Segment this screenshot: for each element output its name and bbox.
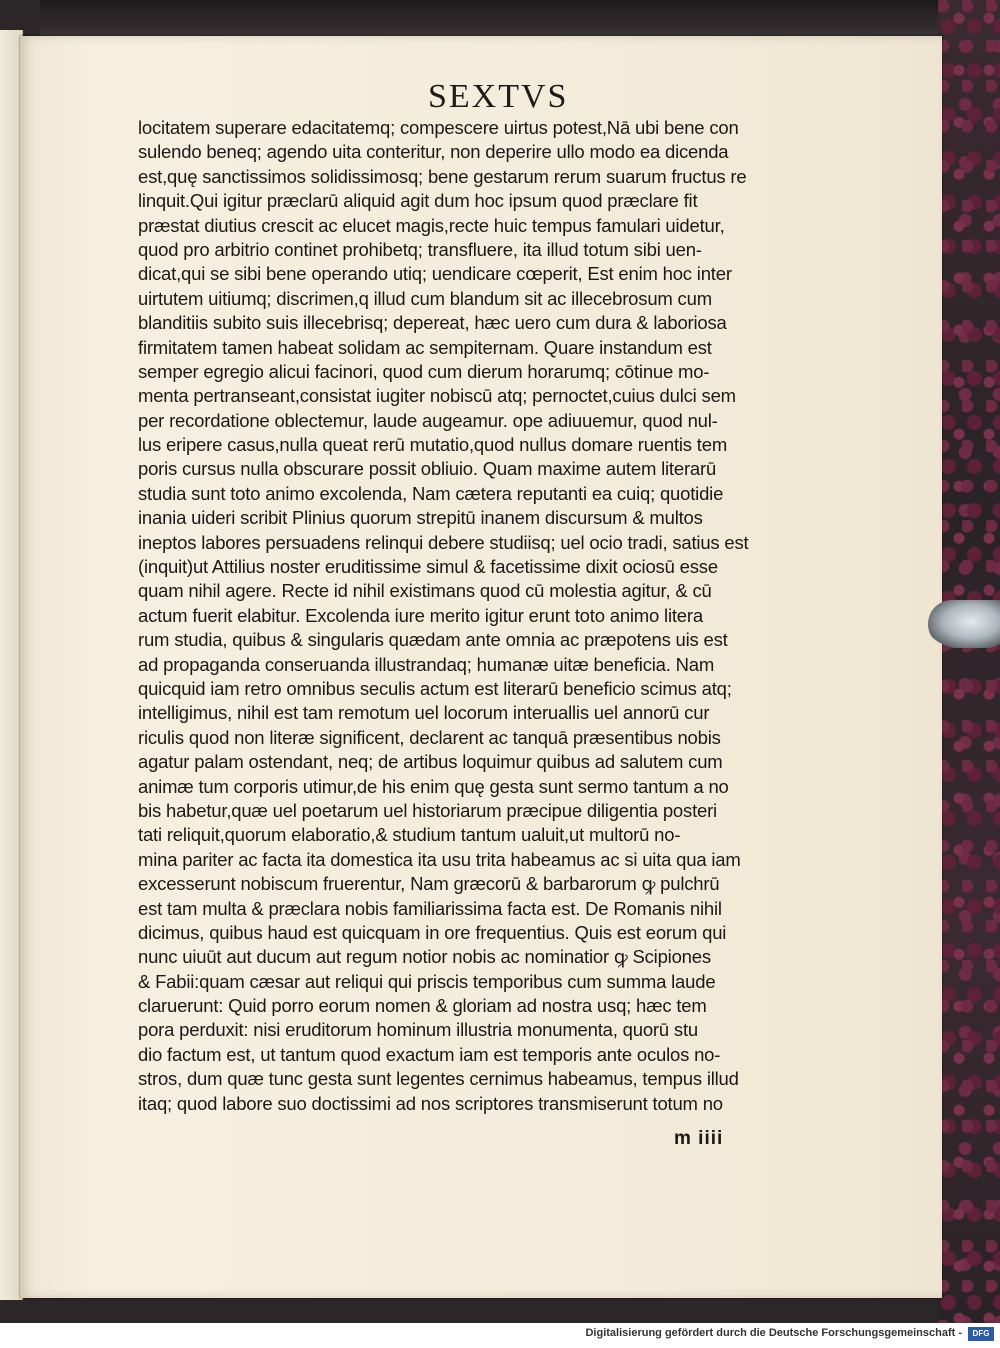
text-line: quam nihil agere. Recte id nihil existimans quod cū molestia agitur, & cū	[138, 580, 712, 602]
text-line: itaq; quod labore suo doctissimi ad nos scriptores transmiserunt totum no	[138, 1092, 723, 1114]
text-line: agatur palam ostendant, neq; de artibus loquimur quibus ad salutem cum	[138, 751, 723, 773]
footer-credit: Digitalisierung gefördert durch die Deutsche Forschungsgemeinschaft -	[585, 1327, 962, 1339]
text-line: inania uideri scribit Plinius quorum strepitū inanem discursum & multos	[138, 507, 703, 529]
running-head: SEXTVS	[428, 78, 569, 115]
text-line: semper egregio alicui facinori, quod cum dierum horarumq; cōtinue mo-	[138, 360, 710, 382]
text-line: & Fabii:quam cæsar aut reliqui qui priscis temporibus cum summa laude	[138, 970, 716, 992]
text-line: quod pro arbitrio continet prohibetq; transfluere, ita illud totum sibi uen-	[138, 238, 702, 260]
text-line: stros, dum quæ tunc gesta sunt legentes cernimus habeamus, tempus illud	[138, 1068, 739, 1090]
text-line: mina pariter ac facta ita domestica ita usu trita habeamus ac si uita qua iam	[138, 848, 741, 870]
text-line: dicat,qui se sibi bene operando utiq; uendicare cœperit, Est enim hoc inter	[138, 263, 732, 285]
text-line: rum studia, quibus & singularis quædam ante omnia ac præpotens uis est	[138, 629, 728, 651]
text-line: sulendo beneq; agendo uita conteritur, non deperire ullo modo ea dicenda	[138, 141, 729, 163]
text-line: tati reliquit,quorum elaboratio,& studium tantum ualuit,ut multorū no-	[138, 824, 681, 846]
footer-bar	[0, 1323, 1000, 1348]
text-line: quicquid iam retro omnibus seculis actum est literarū beneficio scimus atq;	[138, 677, 732, 699]
text-line: dio factum est, ut tantum quod exactum iam est temporis ante oculos no-	[138, 1043, 721, 1065]
body-text	[138, 116, 838, 1116]
text-line: locitatem superare edacitatemq; compescere uirtus potest,Nā ubi bene con	[138, 117, 739, 138]
text-line: actum fuerit elabitur. Excolenda iure merito igitur erunt toto animo litera	[138, 604, 703, 626]
text-line: dicimus, quibus haud est quicquam in ore frequentius. Quis est eorum qui	[138, 921, 727, 943]
text-line: excesserunt nobiscum fruerentur, Nam græcorū & barbarorum ꝙ pulchrū	[138, 873, 720, 895]
text-line: præstat diutius crescit ac elucet magis,recte huic tempus famulari uidetur,	[138, 214, 725, 236]
text-line: firmitatem tamen habeat solidam ac sempiternam. Quare instandum est	[138, 336, 712, 358]
printed-page	[20, 36, 942, 1298]
text-line: riculis quod non literæ significent, declarent ac tanquā præsentibus nobis	[138, 726, 721, 748]
text-line: blanditiis subito suis illecebrisq; depereat, hæc uero cum dura & laboriosa	[138, 312, 727, 334]
text-line: uirtutem uitiumq; discrimen,q illud cum blandum sit ac illecebrosum cum	[138, 287, 712, 309]
page-clip	[928, 600, 1000, 648]
text-line: menta pertranseant,consistat iugiter nobiscū atq; pernoctet,cuius dulci sem	[138, 385, 736, 407]
text-line: bis habetur,quæ uel poetarum uel historiarum præcipue diligentia posteri	[138, 799, 717, 821]
text-line: est,quę sanctissimos solidissimosq; bene gestarum rerum suarum fructus re	[138, 165, 747, 187]
text-line: (inquit)ut Attilius noster eruditissime simul & facetissime dixit ociosū esse	[138, 556, 718, 578]
text-line: pora perduxit: nisi eruditorum hominum illustria monumenta, quorū stu	[138, 1019, 698, 1041]
text-line: per recordatione oblectemur, laude augeamur. ope adiuuemur, quod nul-	[138, 409, 718, 431]
text-line: poris cursus nulla obscurare possit obliuio. Quam maxime autem literarū	[138, 458, 717, 480]
text-line: ad propaganda conseruanda illustrandaq; humanæ uitæ beneficia. Nam	[138, 653, 715, 675]
dfg-logo-icon: DFG	[968, 1327, 994, 1341]
text-line: claruerunt: Quid porro eorum nomen & gloriam ad nostra usq; hæc tem	[138, 995, 707, 1017]
text-line: linquit.Qui igitur præclarū aliquid agit dum hoc ipsum quod præclare fit	[138, 190, 698, 212]
text-line: intelligimus, nihil est tam remotum uel locorum interuallis uel annorū cur	[138, 702, 710, 724]
signature-mark: m iiii	[674, 1128, 724, 1149]
text-line: animæ tum corporis utimur,de his enim quę gesta sunt sermo tantum a no	[138, 775, 729, 797]
book-cover-top-edge	[40, 0, 1000, 36]
text-line: ineptos labores persuadens relinqui debere studiisq; uel ocio tradi, satius est	[138, 531, 749, 553]
book-cover-right-edge	[938, 0, 1000, 1323]
text-line: studia sunt toto animo excolenda, Nam cætera reputanti ea cuiq; quotidie	[138, 482, 724, 504]
text-line: lus eripere casus,nulla queat rerū mutatio,quod nullus domare ruentis tem	[138, 434, 728, 456]
text-line: est tam multa & præclara nobis familiarissima facta est. De Romanis nihil	[138, 897, 722, 919]
text-line: nunc uiuūt aut ducum aut regum notior nobis ac nominatior ꝙ Scipiones	[138, 946, 711, 968]
